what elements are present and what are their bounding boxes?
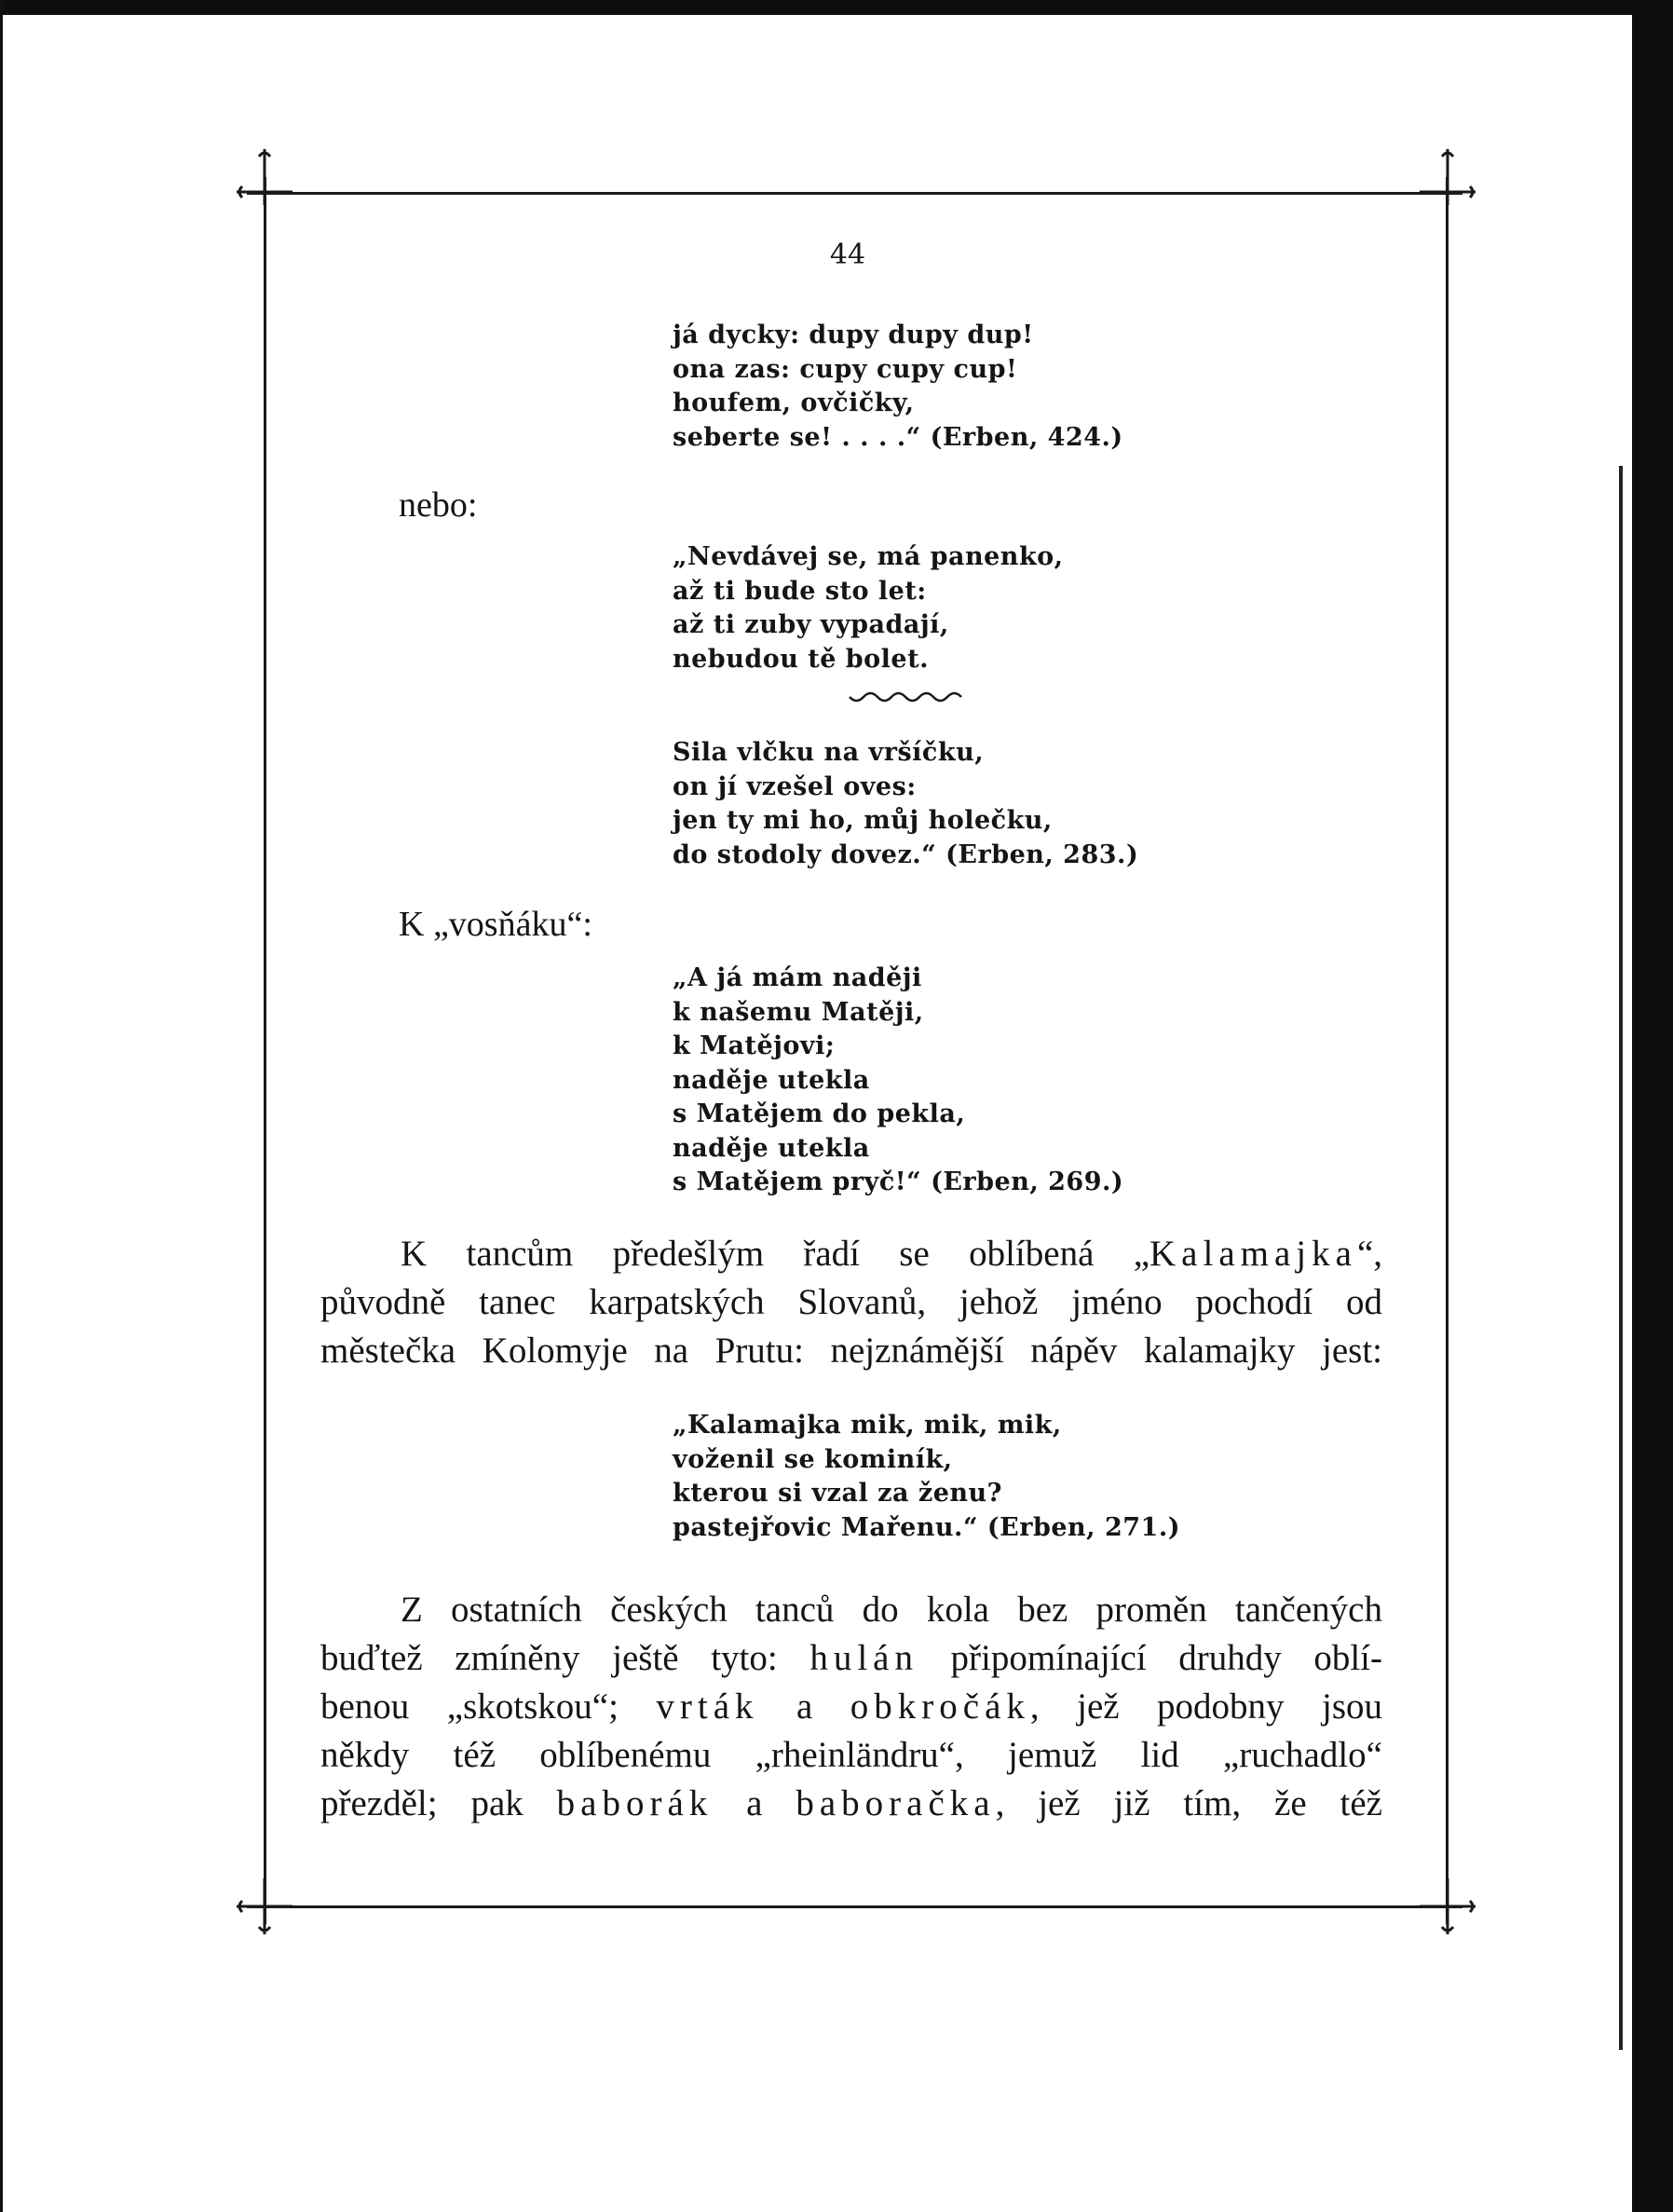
paragraph-line: Z ostatních českých tanců do kola bez proměn tančených xyxy=(401,1590,1382,1630)
scan-edge-top xyxy=(0,0,1673,15)
verse-line: „Nevdávej se, má panenko, xyxy=(673,542,1064,571)
verse-line: do stodoly dovez.“ (Erben, 283.) xyxy=(673,840,1139,869)
page-number: 44 xyxy=(829,239,866,271)
text-run: přezděl; pak xyxy=(320,1783,557,1823)
lead-nebo: nebo: xyxy=(399,485,478,525)
verse-line: k Matějovi; xyxy=(673,1031,836,1060)
corner-ornament-bottom-right xyxy=(1420,1878,1476,1934)
verse-line: voženil se kominík, xyxy=(673,1444,953,1474)
spaced-term: baboračka xyxy=(796,1783,996,1823)
verse-stanza-5 xyxy=(673,1409,1180,1545)
verse-line: já dycky: dupy dupy dup! xyxy=(673,321,1034,349)
verse-stanza-1 xyxy=(673,319,1123,455)
spaced-term: Kalamajka xyxy=(1149,1234,1357,1274)
verse-line: nebudou tě bolet. xyxy=(673,644,929,674)
scan-edge-right xyxy=(1632,0,1673,2212)
verse-stanza-3 xyxy=(673,736,1138,872)
paragraph-line: původně tanec karpatských Slovanů, jehož jméno pochodí od xyxy=(320,1282,1382,1322)
spaced-term: vrták xyxy=(656,1686,759,1727)
frame-left-line xyxy=(264,177,266,1924)
verse-stanza-4 xyxy=(673,962,1123,1200)
scan-edge-right-inner xyxy=(1619,466,1623,2050)
verse-line: k našemu Matěji, xyxy=(673,997,924,1027)
verse-line: seberte se! . . . .“ (Erben, 424.) xyxy=(673,422,1123,452)
paragraph-line: městečka Kolomyje na Prutu: nejznámější nápěv kalamajky jest: xyxy=(320,1331,1382,1371)
text-run: “, xyxy=(1356,1234,1382,1274)
verse-line: on jí vzešel oves: xyxy=(673,771,917,801)
paragraph-line xyxy=(320,1230,1382,1278)
spaced-term: obkročák xyxy=(850,1686,1030,1727)
text-run: a xyxy=(713,1783,796,1823)
corner-ornament-top-left xyxy=(237,149,292,205)
paragraph-line xyxy=(320,1634,1382,1683)
wavy-divider xyxy=(848,691,964,706)
corner-ornament-top-right xyxy=(1420,149,1476,205)
verse-line: až ti zuby vypadají, xyxy=(673,610,949,639)
spaced-term: baborák xyxy=(556,1783,714,1823)
verse-line: až ti bude sto let: xyxy=(673,576,927,606)
verse-line: s Matějem do pekla, xyxy=(673,1099,966,1128)
spaced-term: hulán xyxy=(809,1638,918,1678)
text-run: benou „skotskou“; xyxy=(320,1686,657,1727)
text-run: , jež již tím, že též xyxy=(995,1783,1382,1823)
verse-line: kterou si vzal za ženu? xyxy=(673,1479,1002,1508)
verse-line: pastejřovic Mařenu.“ (Erben, 271.) xyxy=(673,1512,1180,1542)
frame-bottom-line xyxy=(247,1905,1462,1908)
verse-line: „Kalamajka mik, mik, mik, xyxy=(673,1411,1062,1440)
verse-stanza-2 xyxy=(673,540,1064,676)
paragraph-line xyxy=(320,1780,1382,1828)
paragraph-line: někdy též oblíbenému „rheinländru“, jemuž lid „ruchadlo“ xyxy=(320,1735,1382,1775)
verse-line: jen ty mi ho, můj holečku, xyxy=(673,806,1053,835)
paragraph-line xyxy=(320,1683,1382,1731)
paragraph-other-dances xyxy=(320,1586,1382,1828)
scan-edge-left xyxy=(0,0,3,2212)
verse-line: ona zas: cupy cupy cup! xyxy=(673,354,1018,384)
lead-vosnaku: K „vosňáku“: xyxy=(399,905,592,944)
text-run: připomínající druhdy oblí- xyxy=(918,1638,1383,1678)
verse-line: naděje utekla xyxy=(673,1065,870,1095)
text-run: buďtež zmíněny ještě tyto: xyxy=(320,1638,810,1678)
paragraph-kalamajka xyxy=(320,1230,1382,1375)
verse-line: Sila vlčku na vršíčku, xyxy=(673,738,985,767)
verse-line: „A já mám naději xyxy=(673,963,922,992)
verse-line: houfem, ovčičky, xyxy=(673,389,915,417)
verse-line: s Matějem pryč!“ (Erben, 269.) xyxy=(673,1167,1124,1196)
text-run: K tancům předešlým řadí se oblíbená „ xyxy=(401,1234,1150,1274)
corner-ornament-bottom-left xyxy=(237,1878,292,1934)
text-run: a xyxy=(758,1686,850,1727)
text-run: , jež podobny jsou xyxy=(1029,1686,1383,1727)
frame-right-line xyxy=(1446,177,1449,1924)
frame-top-line xyxy=(247,192,1462,195)
verse-line: naděje utekla xyxy=(673,1133,870,1163)
